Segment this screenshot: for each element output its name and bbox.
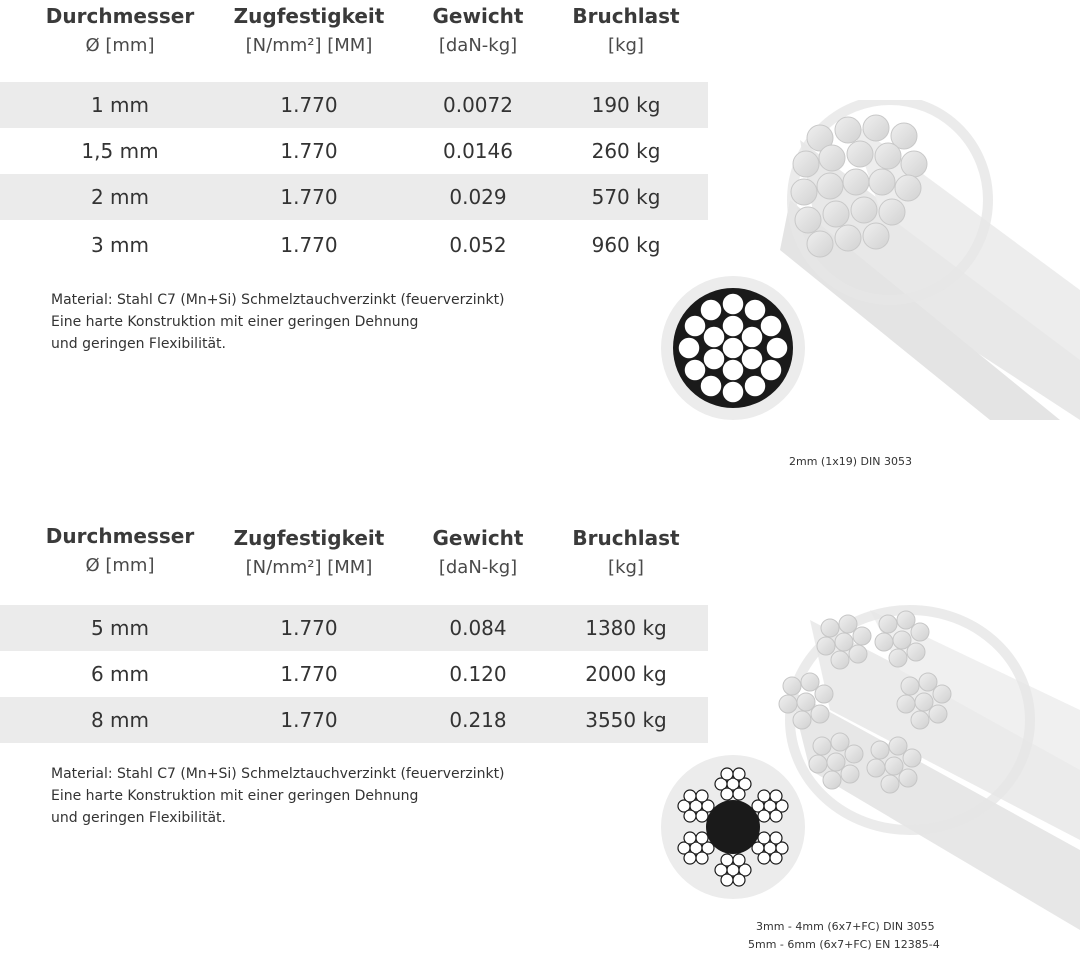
material-note: [51, 763, 611, 829]
note-line: Eine harte Konstruktion mit einer geringen Dehnung: [51, 314, 419, 330]
cell-tensile: 1.770: [280, 233, 338, 257]
cell-weight: 0.218: [449, 708, 507, 732]
cell-tensile: 1.770: [280, 662, 338, 686]
cell-breaking-load: 570 kg: [591, 185, 661, 209]
cell-tensile: 1.770: [280, 139, 338, 163]
header-unit: [daN-kg]: [438, 35, 518, 56]
header-unit: [kg]: [608, 35, 644, 56]
wire-bundle-illustration: [760, 100, 1080, 420]
header-title: Gewicht: [432, 4, 524, 28]
note-line: und geringen Flexibilität.: [51, 810, 226, 826]
header-title: Bruchlast: [572, 526, 680, 550]
cell-weight: 0.029: [449, 185, 507, 209]
table-row: [0, 605, 708, 651]
cell-diameter: 1 mm: [90, 93, 150, 117]
header-unit: [N/mm²] [MM]: [245, 35, 373, 56]
header-breaking-load: [541, 4, 711, 60]
cell-tensile: 1.770: [280, 616, 338, 640]
cell-breaking-load: 3550 kg: [585, 708, 667, 732]
header-title: Durchmesser: [45, 4, 195, 28]
cross-section-1x19-icon: [660, 275, 806, 421]
note-line: Material: Stahl C7 (Mn+Si) Schmelztauchverzinkt (feuerverzinkt): [51, 766, 505, 782]
cell-tensile: 1.770: [280, 708, 338, 732]
rope-spec-caption: 3mm - 4mm (6x7+FC) DIN 3055: [756, 920, 935, 933]
header-unit: [daN-kg]: [438, 557, 518, 578]
cell-diameter: 6 mm: [90, 662, 150, 686]
wire-rope-section-6x7: [0, 520, 1080, 959]
header-title: Gewicht: [432, 526, 524, 550]
cell-diameter: 8 mm: [90, 708, 150, 732]
cell-diameter: 2 mm: [90, 185, 150, 209]
cell-weight: 0.084: [449, 616, 507, 640]
header-title: Bruchlast: [572, 4, 680, 28]
cell-tensile: 1.770: [280, 185, 338, 209]
table-row: [0, 174, 708, 220]
rope-spec-caption: 2mm (1x19) DIN 3053: [789, 455, 912, 468]
header-tensile-strength: [224, 526, 394, 582]
cell-breaking-load: 960 kg: [591, 233, 661, 257]
cell-diameter: 3 mm: [90, 233, 150, 257]
cell-weight: 0.0146: [443, 139, 513, 163]
header-unit: [N/mm²] [MM]: [245, 557, 373, 578]
cell-breaking-load: 260 kg: [591, 139, 661, 163]
table-row: [0, 128, 708, 174]
header-weight: [393, 4, 563, 60]
header-title: Durchmesser: [45, 524, 195, 548]
table-row: [0, 82, 708, 128]
header-diameter: [35, 4, 205, 60]
cell-weight: 0.052: [449, 233, 507, 257]
header-unit: Ø [mm]: [85, 35, 155, 56]
header-unit: Ø [mm]: [85, 555, 155, 576]
cell-tensile: 1.770: [280, 93, 338, 117]
cell-breaking-load: 2000 kg: [585, 662, 667, 686]
cell-weight: 0.120: [449, 662, 507, 686]
cell-breaking-load: 1380 kg: [585, 616, 667, 640]
cross-section-6x7-fc-icon: [660, 754, 806, 900]
rope-spec-caption: 5mm - 6mm (6x7+FC) EN 12385-4: [748, 938, 940, 951]
cell-diameter: 5 mm: [90, 616, 150, 640]
header-unit: [kg]: [608, 557, 644, 578]
cell-diameter: 1,5 mm: [81, 139, 159, 163]
table-row: [0, 222, 708, 268]
header-weight: [393, 526, 563, 582]
strand-bundle-illustration: [770, 600, 1080, 930]
cell-breaking-load: 190 kg: [591, 93, 661, 117]
note-line: Eine harte Konstruktion mit einer geringen Dehnung: [51, 788, 419, 804]
material-note: [51, 289, 611, 355]
header-title: Zugfestigkeit: [233, 526, 385, 550]
header-tensile-strength: [224, 4, 394, 60]
header-breaking-load: [541, 526, 711, 582]
header-title: Zugfestigkeit: [233, 4, 385, 28]
table-row: [0, 697, 708, 743]
note-line: Material: Stahl C7 (Mn+Si) Schmelztauchverzinkt (feuerverzinkt): [51, 292, 505, 308]
note-line: und geringen Flexibilität.: [51, 336, 226, 352]
table-row: [0, 651, 708, 697]
header-diameter: [35, 524, 205, 580]
cell-weight: 0.0072: [443, 93, 513, 117]
